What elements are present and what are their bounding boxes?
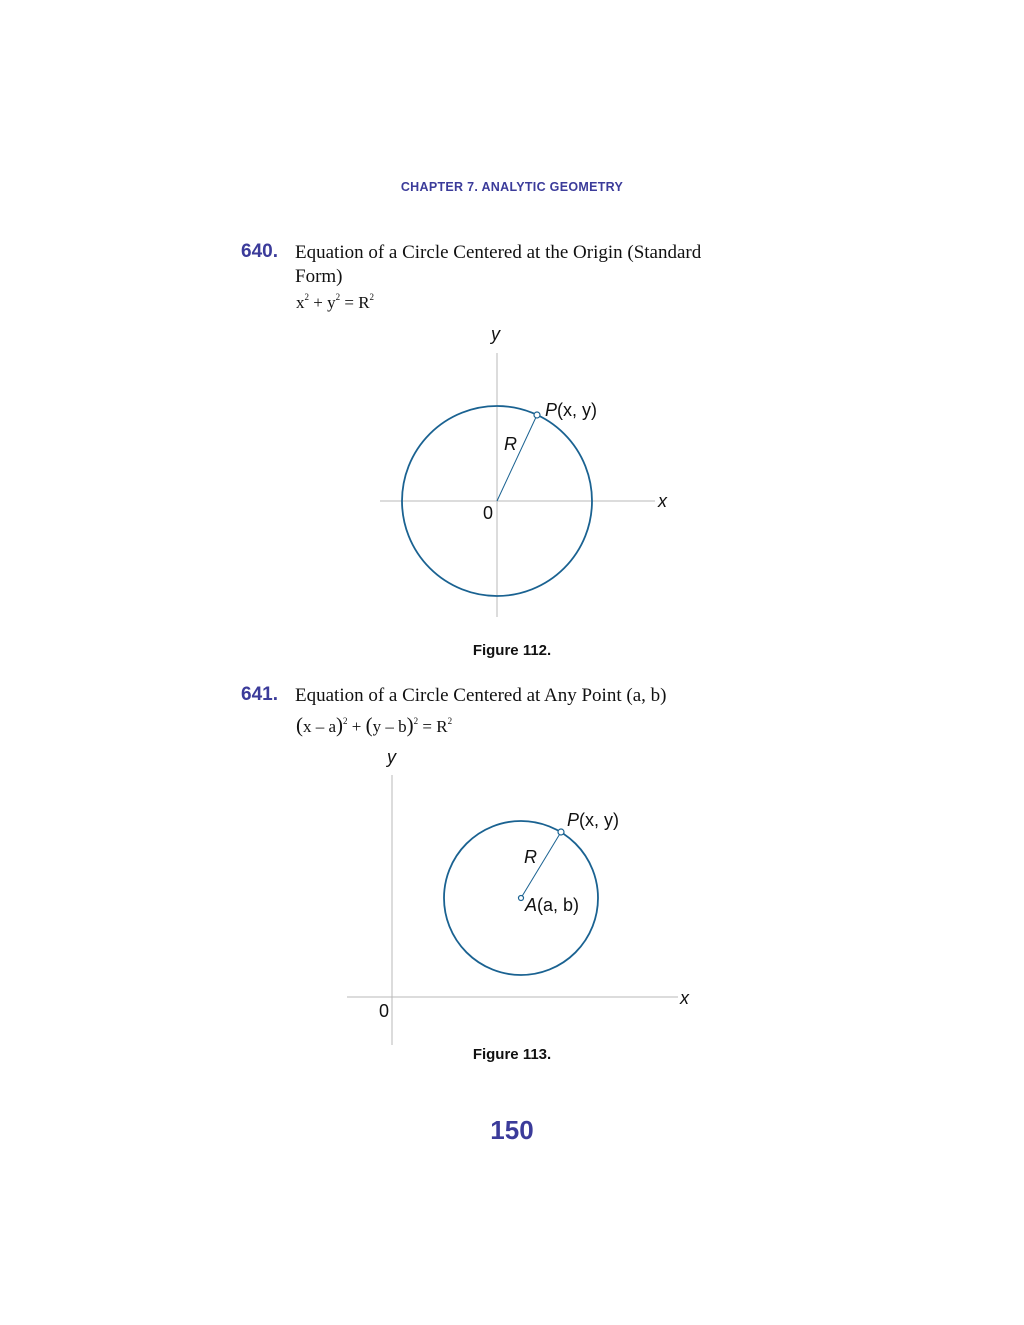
origin-label: 0	[379, 1001, 390, 1021]
item-number-641: 641.	[241, 684, 278, 705]
item-number-640: 640.	[241, 241, 278, 262]
x-axis-label: x	[680, 988, 689, 1008]
page-number: 150	[490, 1115, 534, 1145]
formula-640: $x^2 + y^2 = R^2$	[296, 292, 375, 312]
radius-label: R	[504, 434, 517, 454]
y-axis-label: y	[491, 324, 500, 344]
figure-113-caption: Figure 113.	[472, 1046, 552, 1063]
center-a-label: A(a, b)	[525, 895, 580, 915]
center-a-marker	[519, 896, 524, 901]
x-axis-label: x	[658, 491, 667, 511]
item-title-641: Equation of a Circle Centered at Any Point (a, b)	[295, 685, 667, 706]
point-p-marker	[558, 829, 564, 835]
y-axis-label: y	[387, 747, 396, 767]
chapter-header: CHAPTER 7. ANALYTIC GEOMETRY	[400, 180, 624, 194]
point-p-label: P(x, y)	[545, 400, 598, 420]
origin-label: 0	[483, 503, 494, 523]
formula-641: $(x - a)^2 + (y - b)^2 = R^2$	[296, 713, 453, 737]
point-p-label: P(x, y)	[567, 810, 620, 830]
item-title-640: Equation of a Circle Centered at the Origin (Standard Form)	[295, 242, 702, 287]
figure-112-caption: Figure 112.	[472, 642, 552, 659]
radius-label: R	[524, 847, 537, 867]
